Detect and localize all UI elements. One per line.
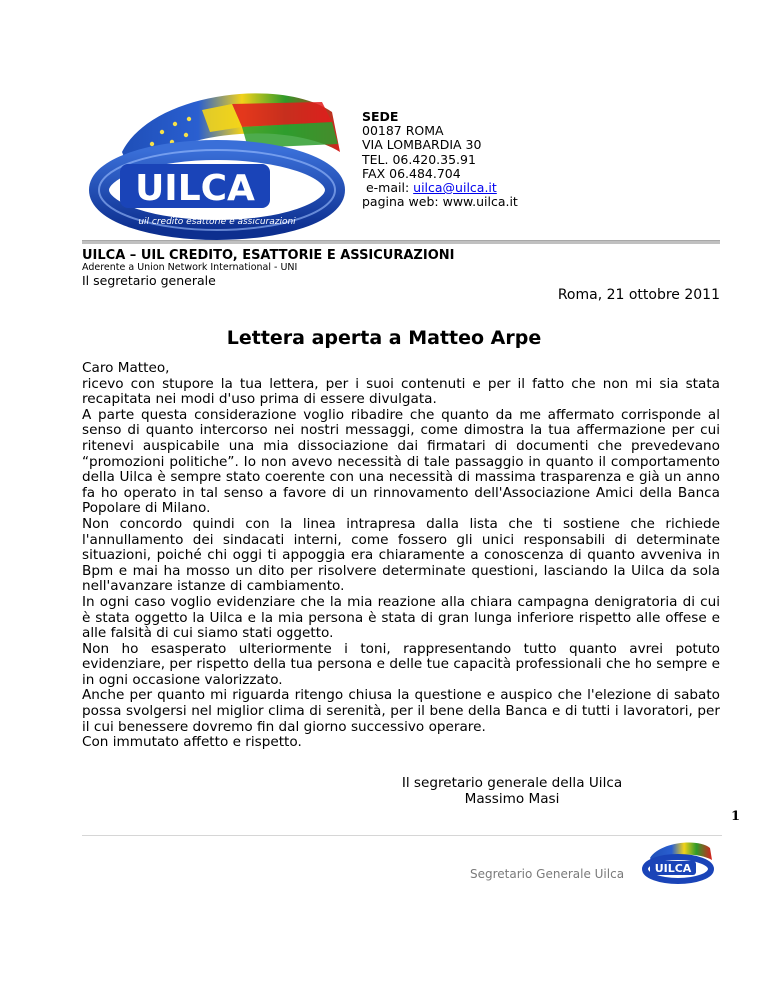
paragraph: In ogni caso voglio evidenziare che la mia reazione alla chiara campagna denigratoria di cui è stata oggetto la Uilca e la mia persona è stata di gran lunga inferiore rispetto alle offese e alle falsità di cui siamo stati oggetto.	[82, 593, 720, 642]
footer-logo-text: UILCA	[654, 862, 692, 875]
org-name: UILCA – UIL CREDITO, ESATTORIE E ASSICURAZIONI	[82, 248, 455, 263]
sede-heading: SEDE	[362, 109, 399, 124]
footer-logo	[640, 838, 716, 886]
paragraph: Non concordo quindi con la linea intrapresa dalla lista che ti sostiene che richiede l'annullamento dei sindacati interni, come fossero gli unici responsabili di determinate situazioni, poiché chi oggi ti appoggia era chiaramente a conoscenza di quanto avveniva in Bpm e mai ha mosso un dito per risolvere determinate questioni, lasciando la Uilca da sola nell'avanzare istanze di cambiamento.	[82, 515, 720, 595]
paragraph: A parte questa considerazione voglio ribadire che quanto da me affermato corrisponde al senso di quanto intercorso nei nostri messaggi, come dimostra la tua affermazione per cui ritenevi auspicabile una mia dissociazione dai firmatari di documenti che prevedevano “promozioni politiche”. Io non avevo necessità di tale passaggio in quanto il comportamento della Uilca è sempre stato coerente con una necessità di massima trasparenza e già un anno fa ho operato in tal senso a favore di un rinnovamento dell'Associazione Amici della Banca Popolare di Milano.	[82, 406, 720, 517]
sede-tel: TEL. 06.420.35.91	[362, 151, 476, 167]
paragraph: ricevo con stupore la tua lettera, per i suoi contenuti e per il fatto che non mi sia stata recapitata nei modi d'uso prima di essere divulgata.	[82, 375, 720, 408]
header-divider	[82, 240, 720, 244]
sede-fax: FAX 06.484.704	[362, 165, 461, 181]
sede-web: pagina web: www.uilca.it	[362, 194, 518, 210]
org-role: Il segretario generale	[82, 273, 216, 288]
sede-email-link[interactable]: uilca@uilca.it	[413, 180, 497, 196]
sede-block	[362, 110, 518, 209]
closing: Con immutato affetto e rispetto.	[82, 734, 302, 751]
signature-block	[392, 776, 632, 807]
sede-email-line	[362, 181, 518, 195]
paragraph: Non ho esasperato ulteriormente i toni, rappresentando tutto quanto avrei potuto evidenziare, per rispetto della tua persona e delle tue capacità professionali che ho sempre e in ogni occasione valorizzato.	[82, 640, 720, 688]
page-number: 1	[731, 809, 741, 824]
sede-email-label: e-mail:	[362, 180, 414, 196]
signature-role: Il segretario generale della Uilca	[401, 775, 623, 791]
sede-address: VIA LOMBARDIA 30	[362, 137, 482, 153]
uilca-logo	[82, 82, 352, 242]
sede-cap-city: 00187 ROMA	[362, 123, 444, 139]
salutation: Caro Matteo,	[82, 360, 170, 376]
org-affiliation: Aderente a Union Network International - UNI	[82, 262, 298, 273]
logo-text: UILCA	[135, 168, 255, 209]
logo-ring-text: uil credito esattorie e assicurazioni	[138, 217, 296, 227]
letter-date: Roma, 21 ottobre 2011	[557, 287, 720, 303]
letter-title: Lettera aperta a Matteo Arpe	[226, 327, 542, 349]
paragraph: Anche per quanto mi riguarda ritengo chiusa la questione e auspico che l'elezione di sabato possa svolgersi nel miglior clima di serenità, per il bene della Banca e di tutti i lavoratori, per il cui benessere dovremo fin dal giorno successivo operare.	[82, 687, 720, 735]
letter-body	[82, 361, 720, 751]
footer-text: Segretario Generale Uilca	[470, 867, 625, 881]
footer-divider	[82, 835, 722, 836]
signature-name: Massimo Masi	[464, 790, 560, 807]
